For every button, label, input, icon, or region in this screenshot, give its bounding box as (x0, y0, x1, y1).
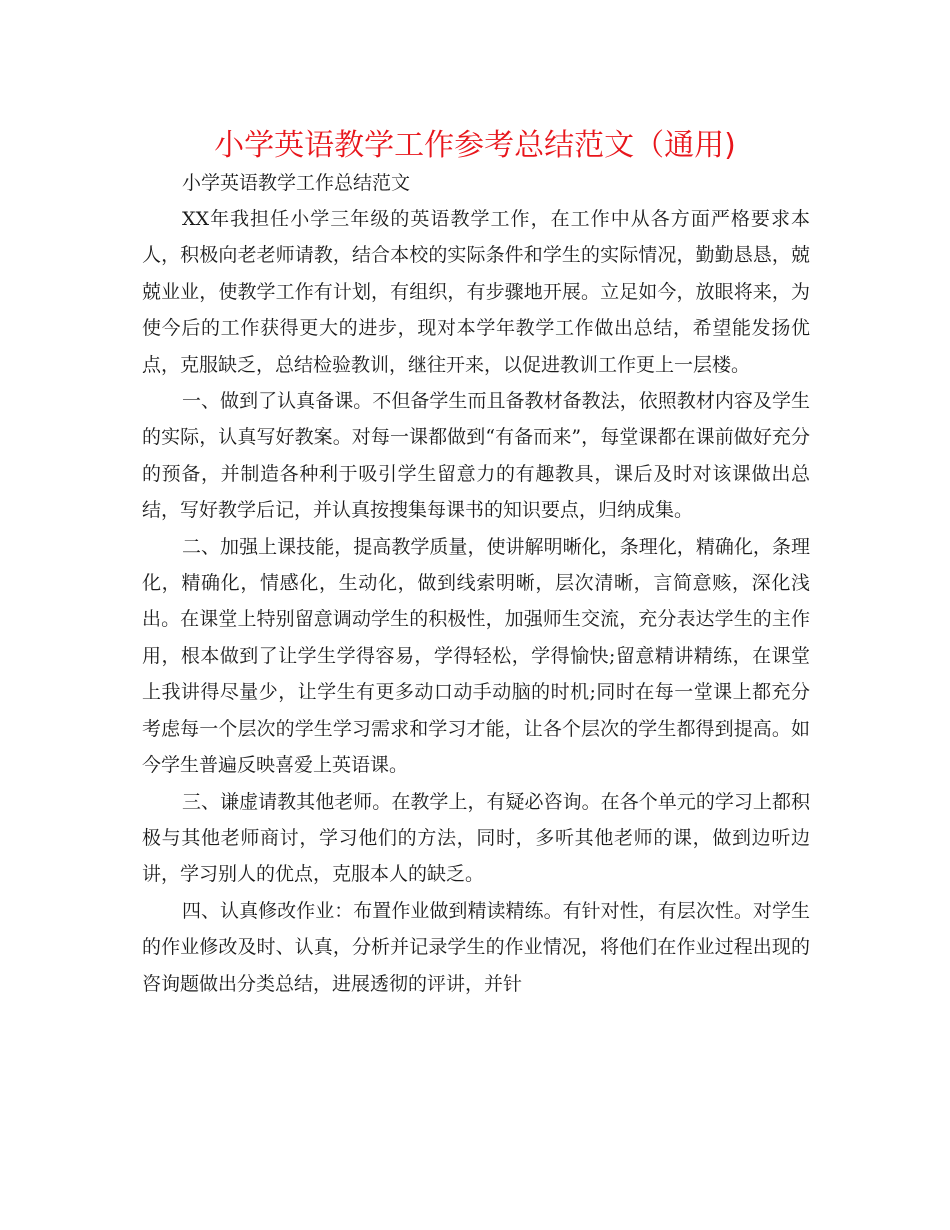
document-title: 小学英语教学工作参考总结范文（通用) (214, 128, 736, 163)
document-body (142, 165, 810, 1002)
paragraph-teaching-skills: 二、加强上课技能，提高教学质量，使讲解明晰化，条理化，精确化，条理化，精确化，情感化，生动化，做到线索明晰，层次清晰，言简意赅，深化浅出。在课堂上特别留意调动学生的积极性，加强师生交流，充分表达学生的主作用，根本做到了让学生学得容易，学得轻松，学得愉快;留意精讲精练，在课堂上我讲得尽量少，让学生有更多动口动手动脑的时机;同时在每一堂课上都充分考虑每一个层次的学生学习需求和学习才能，让各个层次的学生都得到提高。如今学生普遍反映喜爱上英语课。 (142, 535, 810, 777)
paragraph-consult-teachers: 三、谦虚请教其他老师。在教学上，有疑必咨询。在各个单元的学习上都积极与其他老师商讨，学习他们的方法，同时，多听其他老师的课，做到边听边讲，学习别人的优点，克服本人的缺乏。 (142, 790, 810, 886)
paragraph-intro: XX年我担任小学三年级的英语教学工作，在工作中从各方面严格要求本人，积极向老老师请教，结合本校的实际条件和学生的实际情况，勤勤恳恳，兢兢业业，使教学工作有计划，有组织，有步骤地开展。立足如今，放眼将来，为使今后的工作获得更大的进步，现对本学年教学工作做出总结，希望能发扬优点，克服缺乏，总结检验教训，继往开来，以促进教训工作更上一层楼。 (142, 208, 810, 376)
paragraph-preparation: 一、做到了认真备课。不但备学生而且备教材备教法，依照教材内容及学生的实际，认真写好教案。对每一课都做到“有备而来”，每堂课都在课前做好充分的预备，并制造各种利于吸引学生留意力的有趣教具，课后及时对该课做出总结，写好教学后记，并认真按搜集每课书的知识要点，归纳成集。 (142, 390, 810, 522)
paragraph-homework: 四、认真修改作业：布置作业做到精读精练。有针对性，有层次性。对学生的作业修改及时、认真，分析并记录学生的作业情况，将他们在作业过程出现的咨询题做出分类总结，进展透彻的评讲，并针 (142, 899, 810, 995)
document-subtitle: 小学英语教学工作总结范文 (182, 172, 411, 194)
